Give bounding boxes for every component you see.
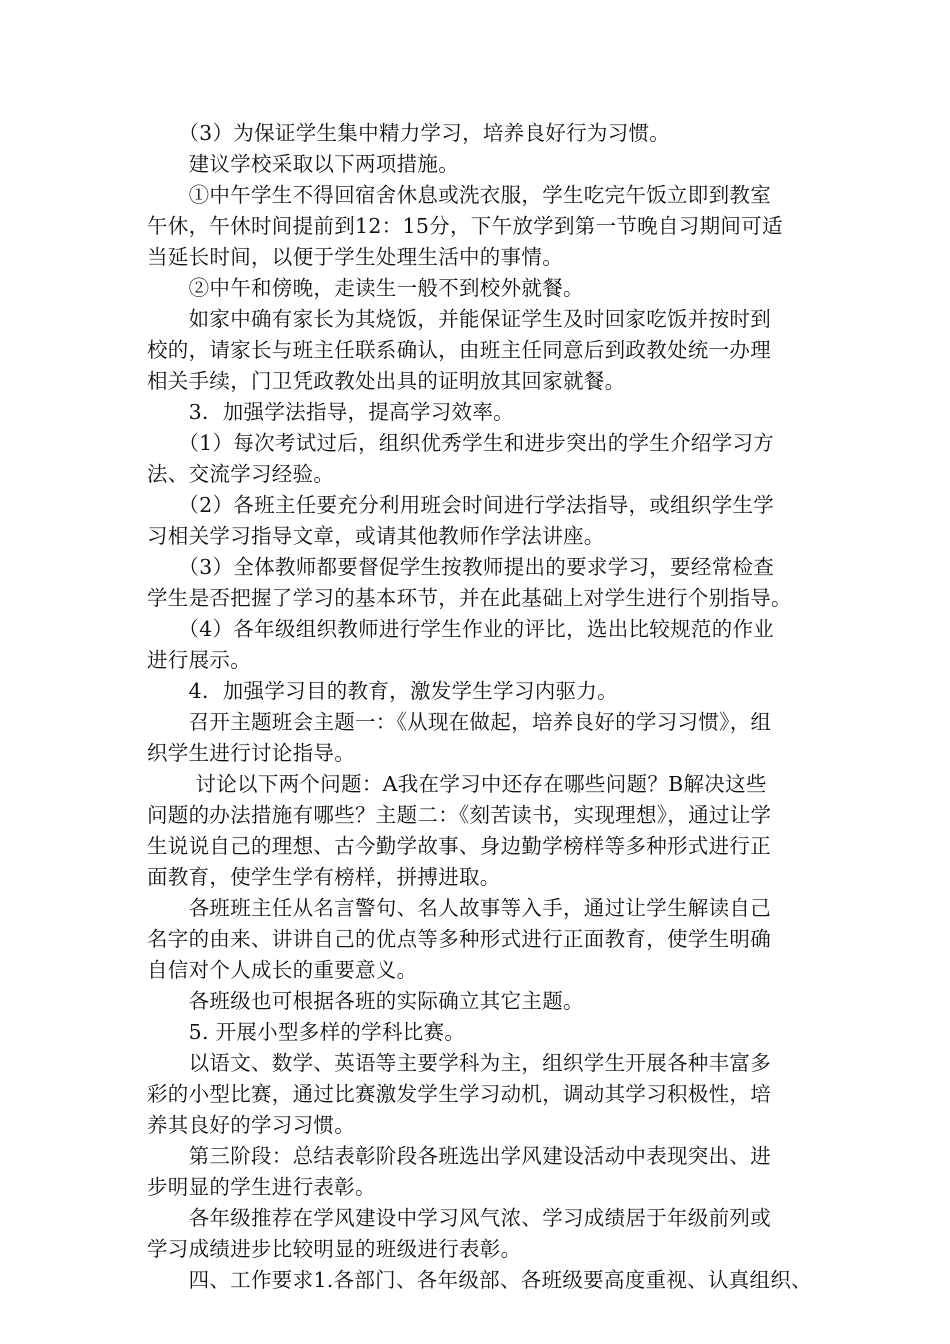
text-line: 3．加强学法指导，提高学习效率。 — [147, 400, 514, 424]
text-line: 建议学校采取以下两项措施。 — [147, 152, 459, 176]
text-line: 当延长时间，以便于学生处理生活中的事情。 — [147, 245, 563, 269]
text-line: 相关手续，门卫凭政教处出具的证明放其回家就餐。 — [147, 369, 626, 393]
text-line: 5. 开展小型多样的学科比赛。 — [147, 1020, 466, 1044]
text-line: 学生是否把握了学习的基本环节，并在此基础上对学生进行个别指导。 — [147, 586, 792, 610]
text-line: 第三阶段：总结表彰阶段各班选出学风建设活动中表现突出、进 — [147, 1144, 771, 1168]
text-line: 彩的小型比赛，通过比赛激发学生学习动机，调动其学习积极性，培 — [147, 1082, 771, 1106]
text-line: 学习成绩进步比较明显的班级进行表彰。 — [147, 1237, 522, 1261]
text-line: 习相关学习指导文章，或请其他教师作学法讲座。 — [147, 524, 605, 548]
text-line: 进行展示。 — [147, 648, 251, 672]
text-line: ②中午和傍晚，走读生一般不到校外就餐。 — [147, 276, 584, 300]
text-line: 4．加强学习目的教育，激发学生学习内驱力。 — [147, 679, 618, 703]
document-body — [147, 118, 827, 1296]
text-line: （3）全体教师都要督促学生按教师提出的要求学习，要经常检查 — [147, 555, 775, 579]
text-line: 面教育，使学生学有榜样，拼搏进取。 — [147, 865, 501, 889]
text-line: 步明显的学生进行表彰。 — [147, 1175, 376, 1199]
text-line: 如家中确有家长为其烧饭，并能保证学生及时回家吃饭并按时到 — [147, 307, 771, 331]
text-line: 织学生进行讨论指导。 — [147, 741, 355, 765]
text-line: 生说说自己的理想、古今勤学故事、身边勤学榜样等多种形式进行正 — [147, 834, 771, 858]
text-line: （4）各年级组织教师进行学生作业的评比，选出比较规范的作业 — [147, 617, 775, 641]
text-line: 午休，午休时间提前到12：15分，下午放学到第一节晚自习期间可适 — [147, 214, 783, 238]
text-line: 问题的办法措施有哪些？主题二：《刻苦读书，实现理想》，通过让学 — [147, 803, 772, 827]
text-line: 四、工作要求1.各部门、各年级部、各班级要高度重视、认真组织、 — [147, 1268, 812, 1292]
text-line: （3）为保证学生集中精力学习，培养良好行为习惯。 — [147, 121, 671, 145]
text-line: （2）各班主任要充分利用班会时间进行学法指导，或组织学生学 — [147, 493, 775, 517]
text-line: 召开主题班会主题一：《从现在做起，培养良好的学习习惯》，组 — [147, 710, 772, 734]
text-line: ①中午学生不得回宿舍休息或洗衣服，学生吃完午饭立即到教室 — [147, 183, 771, 207]
text-line: 各班班主任从名言警句、名人故事等入手，通过让学生解读自己 — [147, 896, 771, 920]
text-line: 名字的由来、讲讲自己的优点等多种形式进行正面教育，使学生明确 — [147, 927, 771, 951]
text-line: 养其良好的学习习惯。 — [147, 1113, 355, 1137]
text-line: 法、交流学习经验。 — [147, 462, 335, 486]
text-line: 讨论以下两个问题：A我在学习中还存在哪些问题？B解决这些 — [147, 772, 767, 796]
text-line: 校的，请家长与班主任联系确认，由班主任同意后到政教处统一办理 — [147, 338, 771, 362]
text-line: 自信对个人成长的重要意义。 — [147, 958, 418, 982]
text-line: 各班级也可根据各班的实际确立其它主题。 — [147, 989, 584, 1013]
text-line: （1）每次考试过后，组织优秀学生和进步突出的学生介绍学习方 — [147, 431, 775, 455]
text-line: 各年级推荐在学风建设中学习风气浓、学习成绩居于年级前列或 — [147, 1206, 771, 1230]
text-line: 以语文、数学、英语等主要学科为主，组织学生开展各种丰富多 — [147, 1051, 771, 1075]
